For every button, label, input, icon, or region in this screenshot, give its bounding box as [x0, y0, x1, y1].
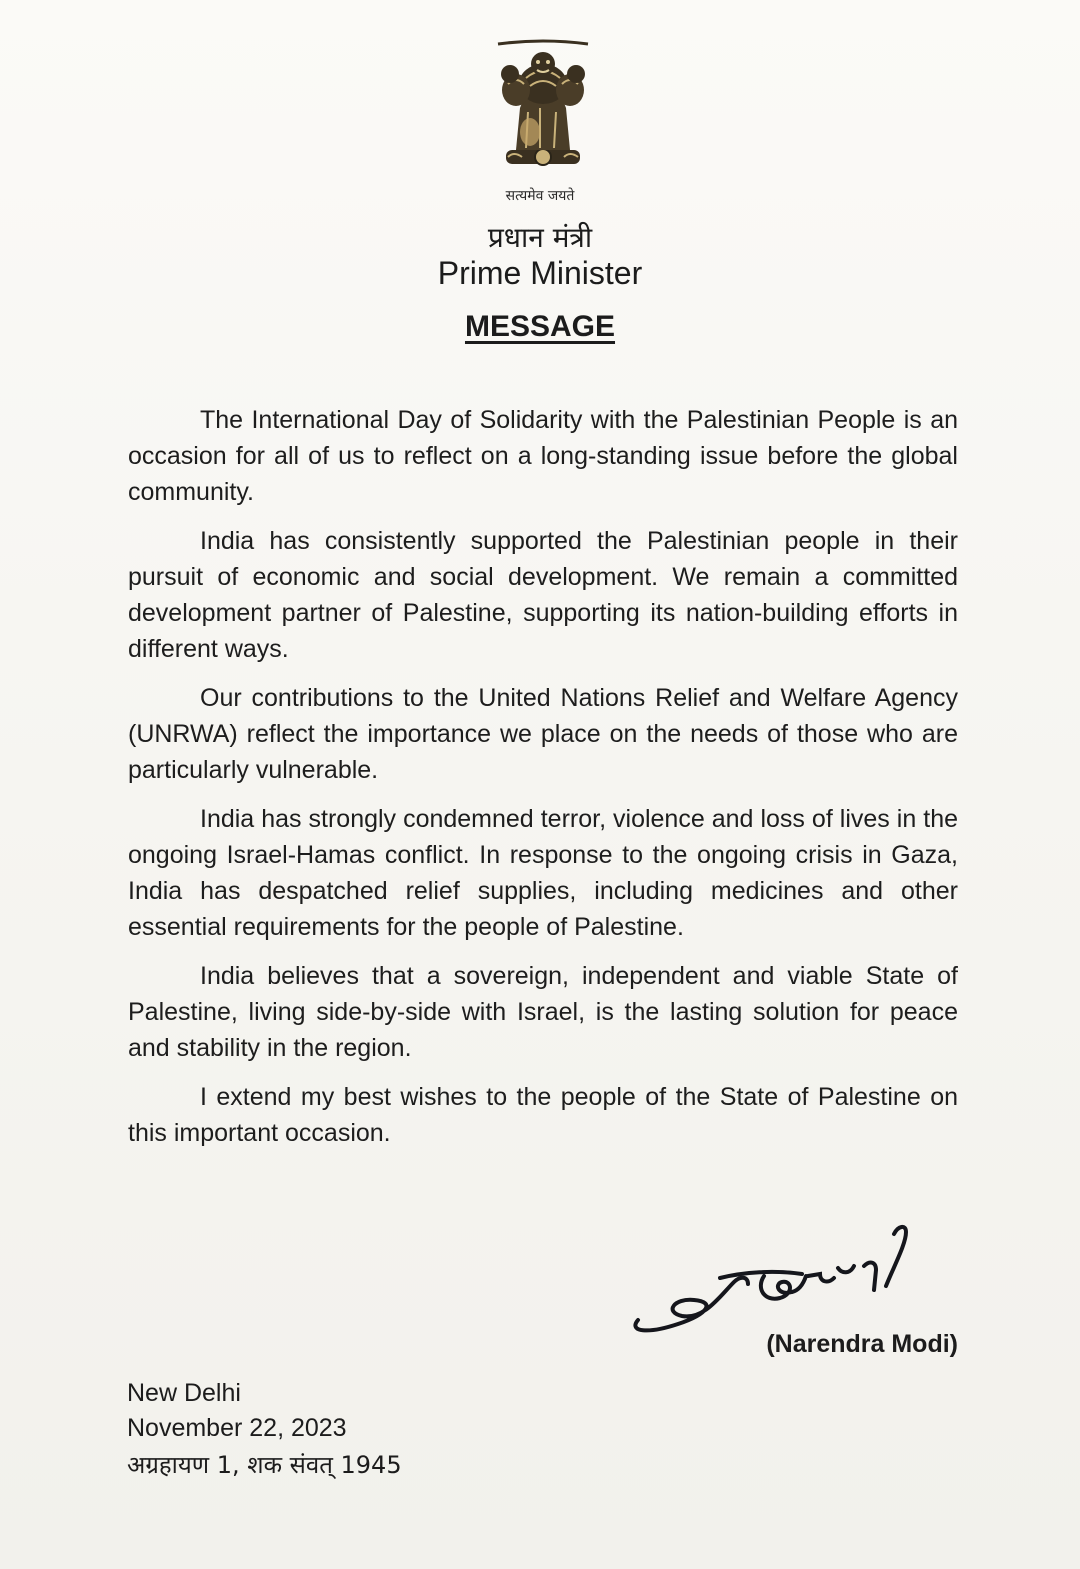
national-emblem-icon [490, 38, 596, 186]
message-paragraph: I extend my best wishes to the people of the State of Palestine on this important occasion. [128, 1083, 958, 1147]
place: New Delhi [127, 1379, 241, 1407]
date: November 22, 2023 [127, 1414, 347, 1442]
message-body [128, 402, 958, 1164]
signatory-name: (Narendra Modi) [766, 1330, 958, 1358]
message-paragraph: India has strongly condemned terror, violence and loss of lives in the ongoing Israel-Hamas conflict. In response to the ongoing crisis in Gaza, India has despatched relief supplies, including medicines and other essential requirements for the people of Palestine. [128, 805, 958, 941]
office-title-english: Prime Minister [437, 255, 643, 291]
place-and-date [127, 1376, 402, 1483]
message-paragraph: India believes that a sovereign, independent and viable State of Palestine, living side-by-side with Israel, is the lasting solution for peace and stability in the region. [128, 962, 958, 1062]
date-hindi: अग्रहायण 1, शक संवत् 1945 [127, 1451, 402, 1479]
office-title-hindi: प्रधान मंत्री [487, 221, 593, 254]
message-paragraph: The International Day of Solidarity with the Palestinian People is an occasion for all of us to reflect on a long-standing issue before the global community. [128, 406, 958, 506]
message-paragraph: Our contributions to the United Nations Relief and Welfare Agency (UNRWA) reflect the importance we place on the needs of those who are particularly vulnerable. [128, 684, 958, 784]
message-paragraph: India has consistently supported the Palestinian people in their pursuit of economic and social development. We remain a committed development partner of Palestine, supporting its nation-building efforts in different ways. [128, 527, 958, 663]
national-motto: सत्यमेव जयते [505, 188, 575, 204]
handwritten-signature [624, 1220, 924, 1344]
message-heading: MESSAGE [464, 310, 616, 343]
